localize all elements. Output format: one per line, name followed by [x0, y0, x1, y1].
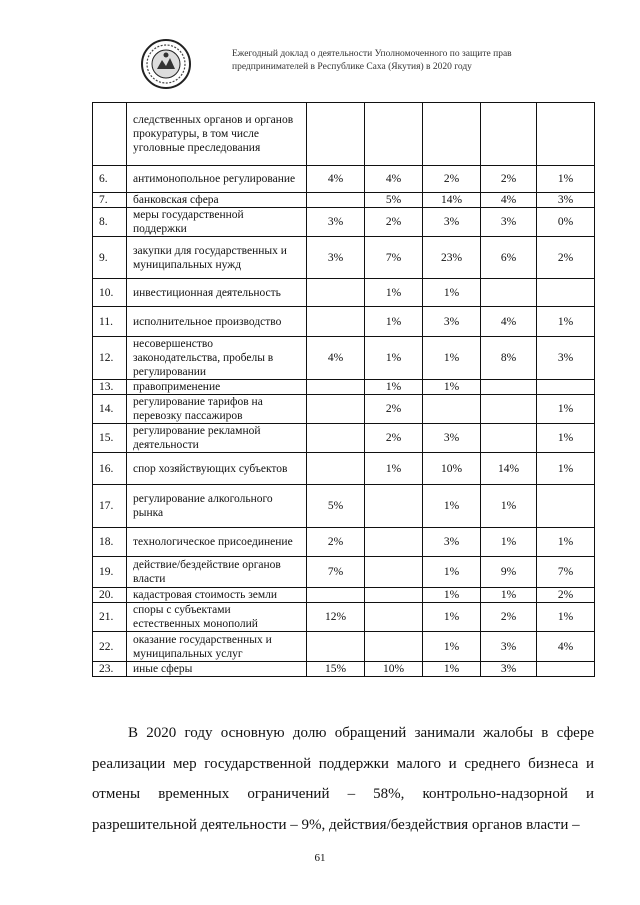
row-value-cell: 5%: [365, 193, 423, 208]
row-value-cell: [307, 453, 365, 485]
row-category-cell: правоприменение: [127, 380, 307, 395]
row-number-cell: 19.: [93, 557, 127, 588]
row-category-cell: регулирование рекламной деятельности: [127, 424, 307, 453]
row-number-cell: 17.: [93, 485, 127, 528]
row-value-cell: 5%: [307, 485, 365, 528]
row-number-cell: 15.: [93, 424, 127, 453]
row-value-cell: 1%: [365, 337, 423, 380]
table-row: [93, 453, 595, 485]
row-category-cell: технологическое присоединение: [127, 528, 307, 557]
row-category-cell: кадастровая стоимость земли: [127, 588, 307, 603]
row-value-cell: [537, 103, 595, 166]
row-value-cell: 2%: [365, 208, 423, 237]
row-value-cell: 2%: [481, 166, 537, 193]
complaints-table: [92, 102, 595, 677]
row-value-cell: 1%: [423, 337, 481, 380]
row-value-cell: [481, 279, 537, 307]
row-value-cell: 1%: [537, 166, 595, 193]
row-value-cell: [307, 632, 365, 662]
row-value-cell: 14%: [423, 193, 481, 208]
row-value-cell: 2%: [365, 395, 423, 424]
table-row: [93, 380, 595, 395]
row-value-cell: [365, 557, 423, 588]
table-row: [93, 603, 595, 632]
row-category-cell: регулирование тарифов на перевозку пассажиров: [127, 395, 307, 424]
row-category-cell: действие/бездействие органов власти: [127, 557, 307, 588]
body-paragraph: [92, 718, 594, 840]
row-value-cell: 1%: [537, 395, 595, 424]
row-value-cell: 1%: [423, 380, 481, 395]
row-number-cell: 21.: [93, 603, 127, 632]
row-category-cell: исполнительное производство: [127, 307, 307, 337]
row-value-cell: [307, 395, 365, 424]
table-row: [93, 208, 595, 237]
row-value-cell: 1%: [423, 485, 481, 528]
row-value-cell: 4%: [307, 166, 365, 193]
row-value-cell: 15%: [307, 662, 365, 677]
row-value-cell: [537, 662, 595, 677]
row-value-cell: 4%: [307, 337, 365, 380]
row-value-cell: 1%: [423, 603, 481, 632]
row-number-cell: 6.: [93, 166, 127, 193]
table-row: [93, 307, 595, 337]
row-number-cell: 7.: [93, 193, 127, 208]
table-row: [93, 237, 595, 279]
table-row: [93, 279, 595, 307]
row-value-cell: [307, 588, 365, 603]
row-category-cell: следственных органов и органов прокуратуры, в том числе уголовные преследования: [127, 103, 307, 166]
row-value-cell: [365, 485, 423, 528]
row-value-cell: 3%: [423, 307, 481, 337]
row-value-cell: [307, 424, 365, 453]
row-value-cell: 1%: [537, 424, 595, 453]
row-value-cell: 2%: [481, 603, 537, 632]
row-value-cell: 0%: [537, 208, 595, 237]
row-value-cell: [481, 395, 537, 424]
row-value-cell: 14%: [481, 453, 537, 485]
row-value-cell: 2%: [537, 237, 595, 279]
row-category-cell: закупки для государственных и муниципальных нужд: [127, 237, 307, 279]
row-value-cell: 10%: [423, 453, 481, 485]
row-category-cell: антимонопольное регулирование: [127, 166, 307, 193]
row-value-cell: 1%: [423, 557, 481, 588]
table-row: [93, 337, 595, 380]
row-number-cell: 23.: [93, 662, 127, 677]
row-category-cell: споры с субъектами естественных монополий: [127, 603, 307, 632]
row-value-cell: [307, 380, 365, 395]
row-value-cell: 1%: [423, 279, 481, 307]
row-category-cell: оказание государственных и муниципальных услуг: [127, 632, 307, 662]
row-value-cell: [307, 279, 365, 307]
republic-emblem-icon: [140, 38, 192, 90]
row-value-cell: [307, 307, 365, 337]
row-number-cell: 12.: [93, 337, 127, 380]
table-row: [93, 193, 595, 208]
row-value-cell: 1%: [481, 588, 537, 603]
row-category-cell: регулирование алкогольного рынка: [127, 485, 307, 528]
row-value-cell: [307, 193, 365, 208]
row-value-cell: 4%: [481, 193, 537, 208]
row-value-cell: [481, 424, 537, 453]
table-row: [93, 485, 595, 528]
table-row: [93, 424, 595, 453]
row-value-cell: 9%: [481, 557, 537, 588]
header-text: [232, 48, 592, 74]
row-value-cell: 1%: [537, 528, 595, 557]
row-value-cell: 1%: [423, 662, 481, 677]
row-number-cell: 8.: [93, 208, 127, 237]
row-value-cell: 3%: [481, 632, 537, 662]
row-category-cell: спор хозяйствующих субъектов: [127, 453, 307, 485]
row-value-cell: [537, 380, 595, 395]
row-value-cell: 3%: [537, 193, 595, 208]
page-number: 61: [314, 852, 326, 864]
row-value-cell: 7%: [307, 557, 365, 588]
row-number-cell: 14.: [93, 395, 127, 424]
row-number-cell: 13.: [93, 380, 127, 395]
row-value-cell: 1%: [537, 307, 595, 337]
row-value-cell: 1%: [365, 279, 423, 307]
row-value-cell: 1%: [481, 528, 537, 557]
row-value-cell: 6%: [481, 237, 537, 279]
header-line-2: предпринимателей в Республике Саха (Якутия) в 2020 году: [232, 62, 472, 72]
row-value-cell: 10%: [365, 662, 423, 677]
table-row: [93, 166, 595, 193]
row-number-cell: 18.: [93, 528, 127, 557]
row-value-cell: 4%: [481, 307, 537, 337]
row-value-cell: [365, 588, 423, 603]
row-value-cell: [365, 603, 423, 632]
row-value-cell: [307, 103, 365, 166]
row-value-cell: 3%: [423, 424, 481, 453]
row-value-cell: 3%: [481, 208, 537, 237]
row-category-cell: банковская сфера: [127, 193, 307, 208]
row-value-cell: 1%: [423, 632, 481, 662]
row-value-cell: 12%: [307, 603, 365, 632]
row-number-cell: 11.: [93, 307, 127, 337]
row-value-cell: 3%: [307, 208, 365, 237]
table-row: [93, 662, 595, 677]
row-value-cell: 4%: [365, 166, 423, 193]
table-row: [93, 557, 595, 588]
row-value-cell: [537, 279, 595, 307]
row-value-cell: 3%: [307, 237, 365, 279]
row-value-cell: 1%: [365, 380, 423, 395]
row-value-cell: 2%: [537, 588, 595, 603]
row-value-cell: 7%: [537, 557, 595, 588]
row-value-cell: [537, 485, 595, 528]
row-value-cell: 1%: [365, 307, 423, 337]
row-number-cell: 20.: [93, 588, 127, 603]
row-value-cell: 1%: [423, 588, 481, 603]
row-number-cell: 16.: [93, 453, 127, 485]
table-row: [93, 528, 595, 557]
row-value-cell: 4%: [537, 632, 595, 662]
row-value-cell: 7%: [365, 237, 423, 279]
row-value-cell: 23%: [423, 237, 481, 279]
row-value-cell: 1%: [481, 485, 537, 528]
paragraph-text: В 2020 году основную долю обращений занимали жалобы в сфере реализации мер государственной поддержки малого и среднего бизнеса и отмены временных ограничений – 58%, контрольно-надзорной и разрешительной деятельности – 9%, действия/бездействия органов власти –: [92, 725, 594, 833]
table-row: [93, 632, 595, 662]
row-value-cell: [481, 103, 537, 166]
row-value-cell: [365, 103, 423, 166]
row-value-cell: 2%: [307, 528, 365, 557]
row-category-cell: несовершенство законодательства, пробелы в регулировании: [127, 337, 307, 380]
row-value-cell: 3%: [537, 337, 595, 380]
row-value-cell: [423, 103, 481, 166]
row-value-cell: [423, 395, 481, 424]
row-value-cell: 3%: [481, 662, 537, 677]
row-value-cell: 1%: [537, 603, 595, 632]
row-value-cell: 3%: [423, 528, 481, 557]
table-row: [93, 103, 595, 166]
row-number-cell: [93, 103, 127, 166]
row-value-cell: 2%: [423, 166, 481, 193]
table-row: [93, 588, 595, 603]
row-value-cell: 1%: [365, 453, 423, 485]
row-number-cell: 22.: [93, 632, 127, 662]
header-line-1: Ежегодный доклад о деятельности Уполномоченного по защите прав: [232, 49, 512, 59]
row-value-cell: [365, 632, 423, 662]
row-category-cell: меры государственной поддержки: [127, 208, 307, 237]
row-number-cell: 10.: [93, 279, 127, 307]
row-value-cell: 2%: [365, 424, 423, 453]
row-category-cell: инвестиционная деятельность: [127, 279, 307, 307]
page-header: [140, 38, 590, 88]
row-value-cell: 3%: [423, 208, 481, 237]
table-row: [93, 395, 595, 424]
row-value-cell: [481, 380, 537, 395]
row-number-cell: 9.: [93, 237, 127, 279]
row-value-cell: 1%: [537, 453, 595, 485]
row-category-cell: иные сферы: [127, 662, 307, 677]
row-value-cell: 8%: [481, 337, 537, 380]
row-value-cell: [365, 528, 423, 557]
